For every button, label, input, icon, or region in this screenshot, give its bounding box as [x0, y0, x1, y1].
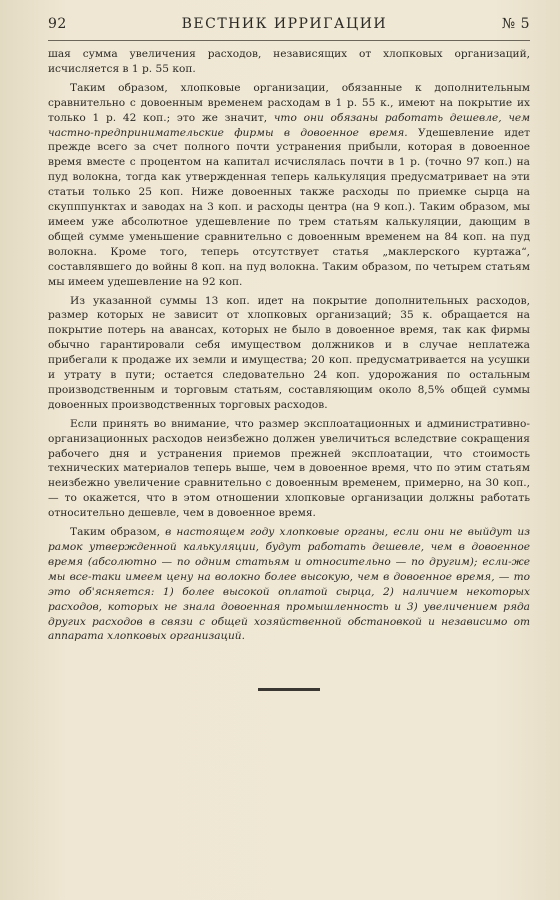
italic-segment: в настоящем году хлопковые органы, если они не выйдут из рамок утвержденной калькуляции, будут работать дешевле, чем в довоенное время (абсолютно — по одним статьям и относительно — по другим); если-же мы все-таки имеем цену на волокно более высокую, чем в довоенное время, — то это об'ясняется: 1) более высокой оплатой сырца, 2) наличием некоторых расходов, которых не знала довоенная промышленность и 3) увеличением ряда других расходов в связи с общей хозяйственной обстановкой и независимо от аппарата хлопковых организаций. — [48, 526, 530, 643]
issue-number: № 5 — [501, 16, 530, 32]
text-segment: Из указанной суммы 13 коп. идет на покрытие дополнительных расходов, размер которых не зависит от хлопковых организаций; 35 к. обращается на покрытие потерь на авансах, которых не было в довоенное время, так как фирмы обычно гарантировали себя имуществом должников и в случае неплатежа прибегали к продаже их земли и имущества; 20 коп. предусматривается на усушки и утрату в пути; остается следовательно 24 коп. удорожания по остальным производственным и торговым статьям, составляющим около 8,5% общей суммы довоенных производственных торговых расходов. — [48, 294, 530, 411]
page-header — [48, 16, 530, 41]
text-segment: Таким образом, хлопковые организации, обязанные к дополнительным сравнительно с довоенным временем расходам в 1 р. 55 к., имеют на покрытие их только 1 р. 42 коп.; это же значит, — [48, 81, 530, 124]
section-end-rule — [258, 688, 320, 691]
article-body — [48, 47, 530, 644]
paragraph — [48, 525, 530, 644]
italic-segment: что они обязаны работать дешевле, чем частно-предпринимательские фирмы в довоенное время. — [48, 111, 530, 139]
text-segment: Удешевление идет прежде всего за счет полного почти устранения прибыли, которая в довоенное время вместе с процентом на капитал исчислялась почти в 1 р. (точно 97 коп.) на пуд волокна, тогда как утвержденная теперь калькуляция предусматривает на эти статьи только 25 коп. Ниже довоенных также расходы по приемке сырца на скупппунктах и заводах на 3 коп. и расходы центра (на 9 коп.). Таким образом, мы имеем уже абсолютное удешевление по трем статьям калькуляции, дающим в общей сумме уменьшение сравнительно с довоенным временем на 84 коп. на пуд волокна. Кроме того, теперь отсутствует статья „маклерского куртажа“, составлявшего до войны 8 коп. на пуд волокна. Таким образом, по четырем статьям мы имеем удешевление на 92 коп. — [48, 126, 530, 288]
journal-title: ВЕСТНИК ИРРИГАЦИИ — [181, 16, 388, 32]
page-number: 92 — [48, 16, 67, 32]
text-segment: шая сумма увеличения расходов, независящих от хлопковых организаций, исчисляется в 1 р. 55 коп. — [48, 48, 530, 75]
paragraph — [48, 294, 530, 413]
text-segment: Если принять во внимание, что размер эксплоатационных и административно-организационных расходов неизбежно должен увеличиться вследствие сокращения рабочего дня и устранения приемов прежней эксплоатации, что стоимость технических материалов теперь выше, чем в довоенное время, что по этим статьям неизбежно увеличение сравнительно с довоенным временем, примерно, на 30 коп., — то окажется, что в этом отношении хлопковые организации должны работать относительно дешевле, чем в довоенное время. — [48, 417, 530, 520]
paragraph — [48, 81, 530, 290]
paragraph — [48, 417, 530, 521]
text-segment: Таким образом, — [70, 526, 166, 539]
paragraph — [48, 47, 530, 77]
